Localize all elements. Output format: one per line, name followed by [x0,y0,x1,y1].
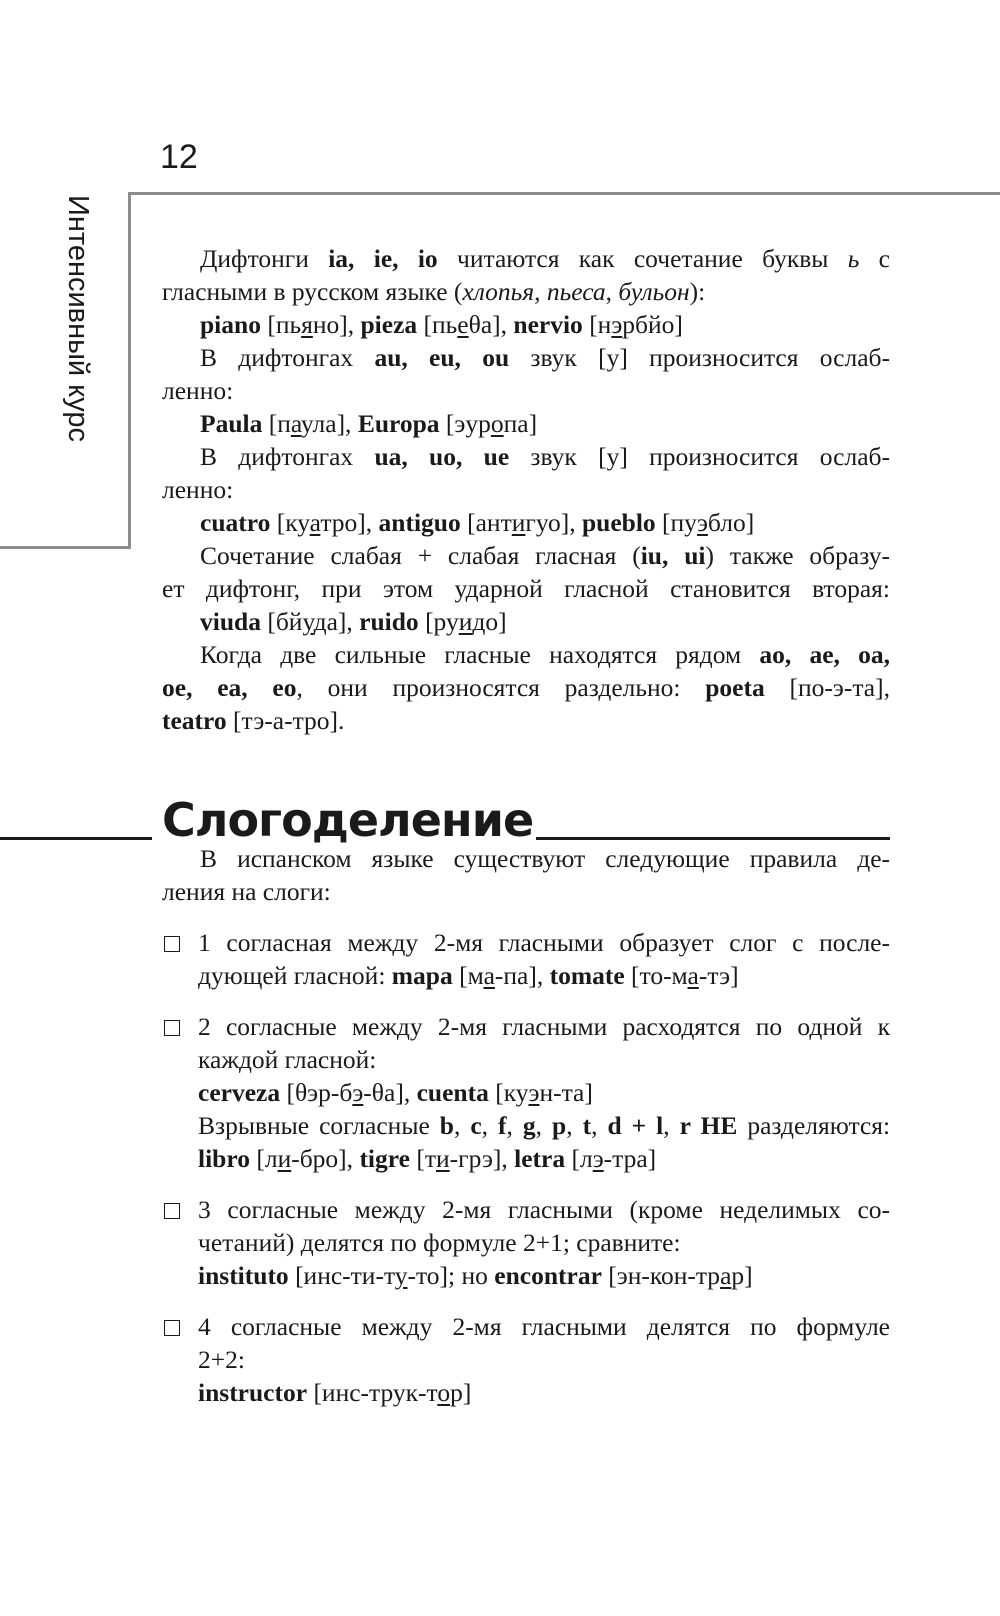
section-heading-block [0,790,1000,850]
paragraph-line: ет дифтонг, при этом ударной гласной становится вторая: [162,574,890,603]
paragraph-line: ленно: [162,475,234,504]
rule-line: libro [ли-бро], tigre [ти-грэ], letra [лэ-тра] [198,1144,657,1173]
rule-item-1 [162,926,890,992]
frame-top-rule [128,192,1000,195]
rule-line: instructor [инс-трук-тор] [198,1378,472,1407]
rule-line: 3 согласные между 2-мя гласными (кроме неделимых со- [198,1195,890,1224]
section-heading: Слогоделение [162,793,534,847]
rule-item-3 [162,1193,890,1292]
diphthongs-section [162,242,890,737]
heading-rule-left [0,837,152,840]
rule-line: каждой гласной: [198,1045,377,1074]
rule-item-2 [162,1010,890,1175]
paragraph-line: Сочетание слабая + слабая гласная (iu, ui) также образу- [200,541,891,570]
paragraph-line: В дифтонгах ua, uo, ue звук [у] произносится ослаб- [200,442,890,471]
rule-line: cerveza [θэр-бэ-θа], cuenta [куэн-та] [198,1078,593,1107]
rule-line: 2+2: [198,1345,245,1374]
paragraph-line: гласными в русском языке (хлопья, пьеса, бульон): [162,277,706,306]
rule-line: четаний) делятся по формуле 2+1; сравните: [198,1228,681,1257]
checkbox-icon [164,936,180,952]
paragraph-line: teatro [тэ-а-тро]. [162,706,345,735]
rule-item-4 [162,1310,890,1409]
paragraph-line: oe, ea, eo, они произносятся раздельно: poeta [по-э-та], [162,673,890,702]
paragraph-line: ленно: [162,376,234,405]
rule-line: 2 согласные между 2-мя гласными расходятся по одной к [198,1012,890,1041]
frame-bottom-rule [0,546,131,549]
running-head-vertical: Интенсивный курс [62,195,94,442]
paragraph-line: Дифтонги ia, ie, io читаются как сочетание буквы ь с [200,244,891,273]
rule-line: instituto [инс-ти-ту-то]; но encontrar [эн-кон-трар] [198,1261,753,1290]
rule-line: 4 согласные между 2-мя гласными делятся по формуле [198,1312,890,1341]
rule-line: дующей гласной: mapa [ма-па], tomate [то-ма-тэ] [198,961,739,990]
example-line: cuatro [куатро], antiguo [антигуо], pueblo [пуэбло] [200,508,755,537]
checkbox-icon [164,1320,180,1336]
rule-line: Взрывные согласные b, c, f, g, p, t, d + l, r НЕ разделяются: [198,1111,891,1140]
checkbox-icon [164,1203,180,1219]
example-line: piano [пьяно], pieza [пьеθа], nervio [нэрбйо] [200,310,683,339]
frame-side-rule [128,192,131,548]
paragraph-line: ления на слоги: [162,877,331,906]
heading-rule-right [536,837,890,840]
checkbox-icon [164,1020,180,1036]
example-line: viuda [бйуда], ruido [руидо] [200,607,507,636]
page-number: 12 [160,138,198,176]
rule-line: 1 согласная между 2-мя гласными образует слог с после- [198,928,890,957]
syllabification-section [162,842,890,1409]
paragraph-line: В дифтонгах au, eu, ou звук [у] произносится ослаб- [200,343,890,372]
paragraph-line: Когда две сильные гласные находятся рядом ao, ae, oa, [200,640,890,669]
paragraph-line: В испанском языке существуют следующие правила де- [200,844,890,873]
example-line: Paula [паула], Europa [эуропа] [200,409,538,438]
